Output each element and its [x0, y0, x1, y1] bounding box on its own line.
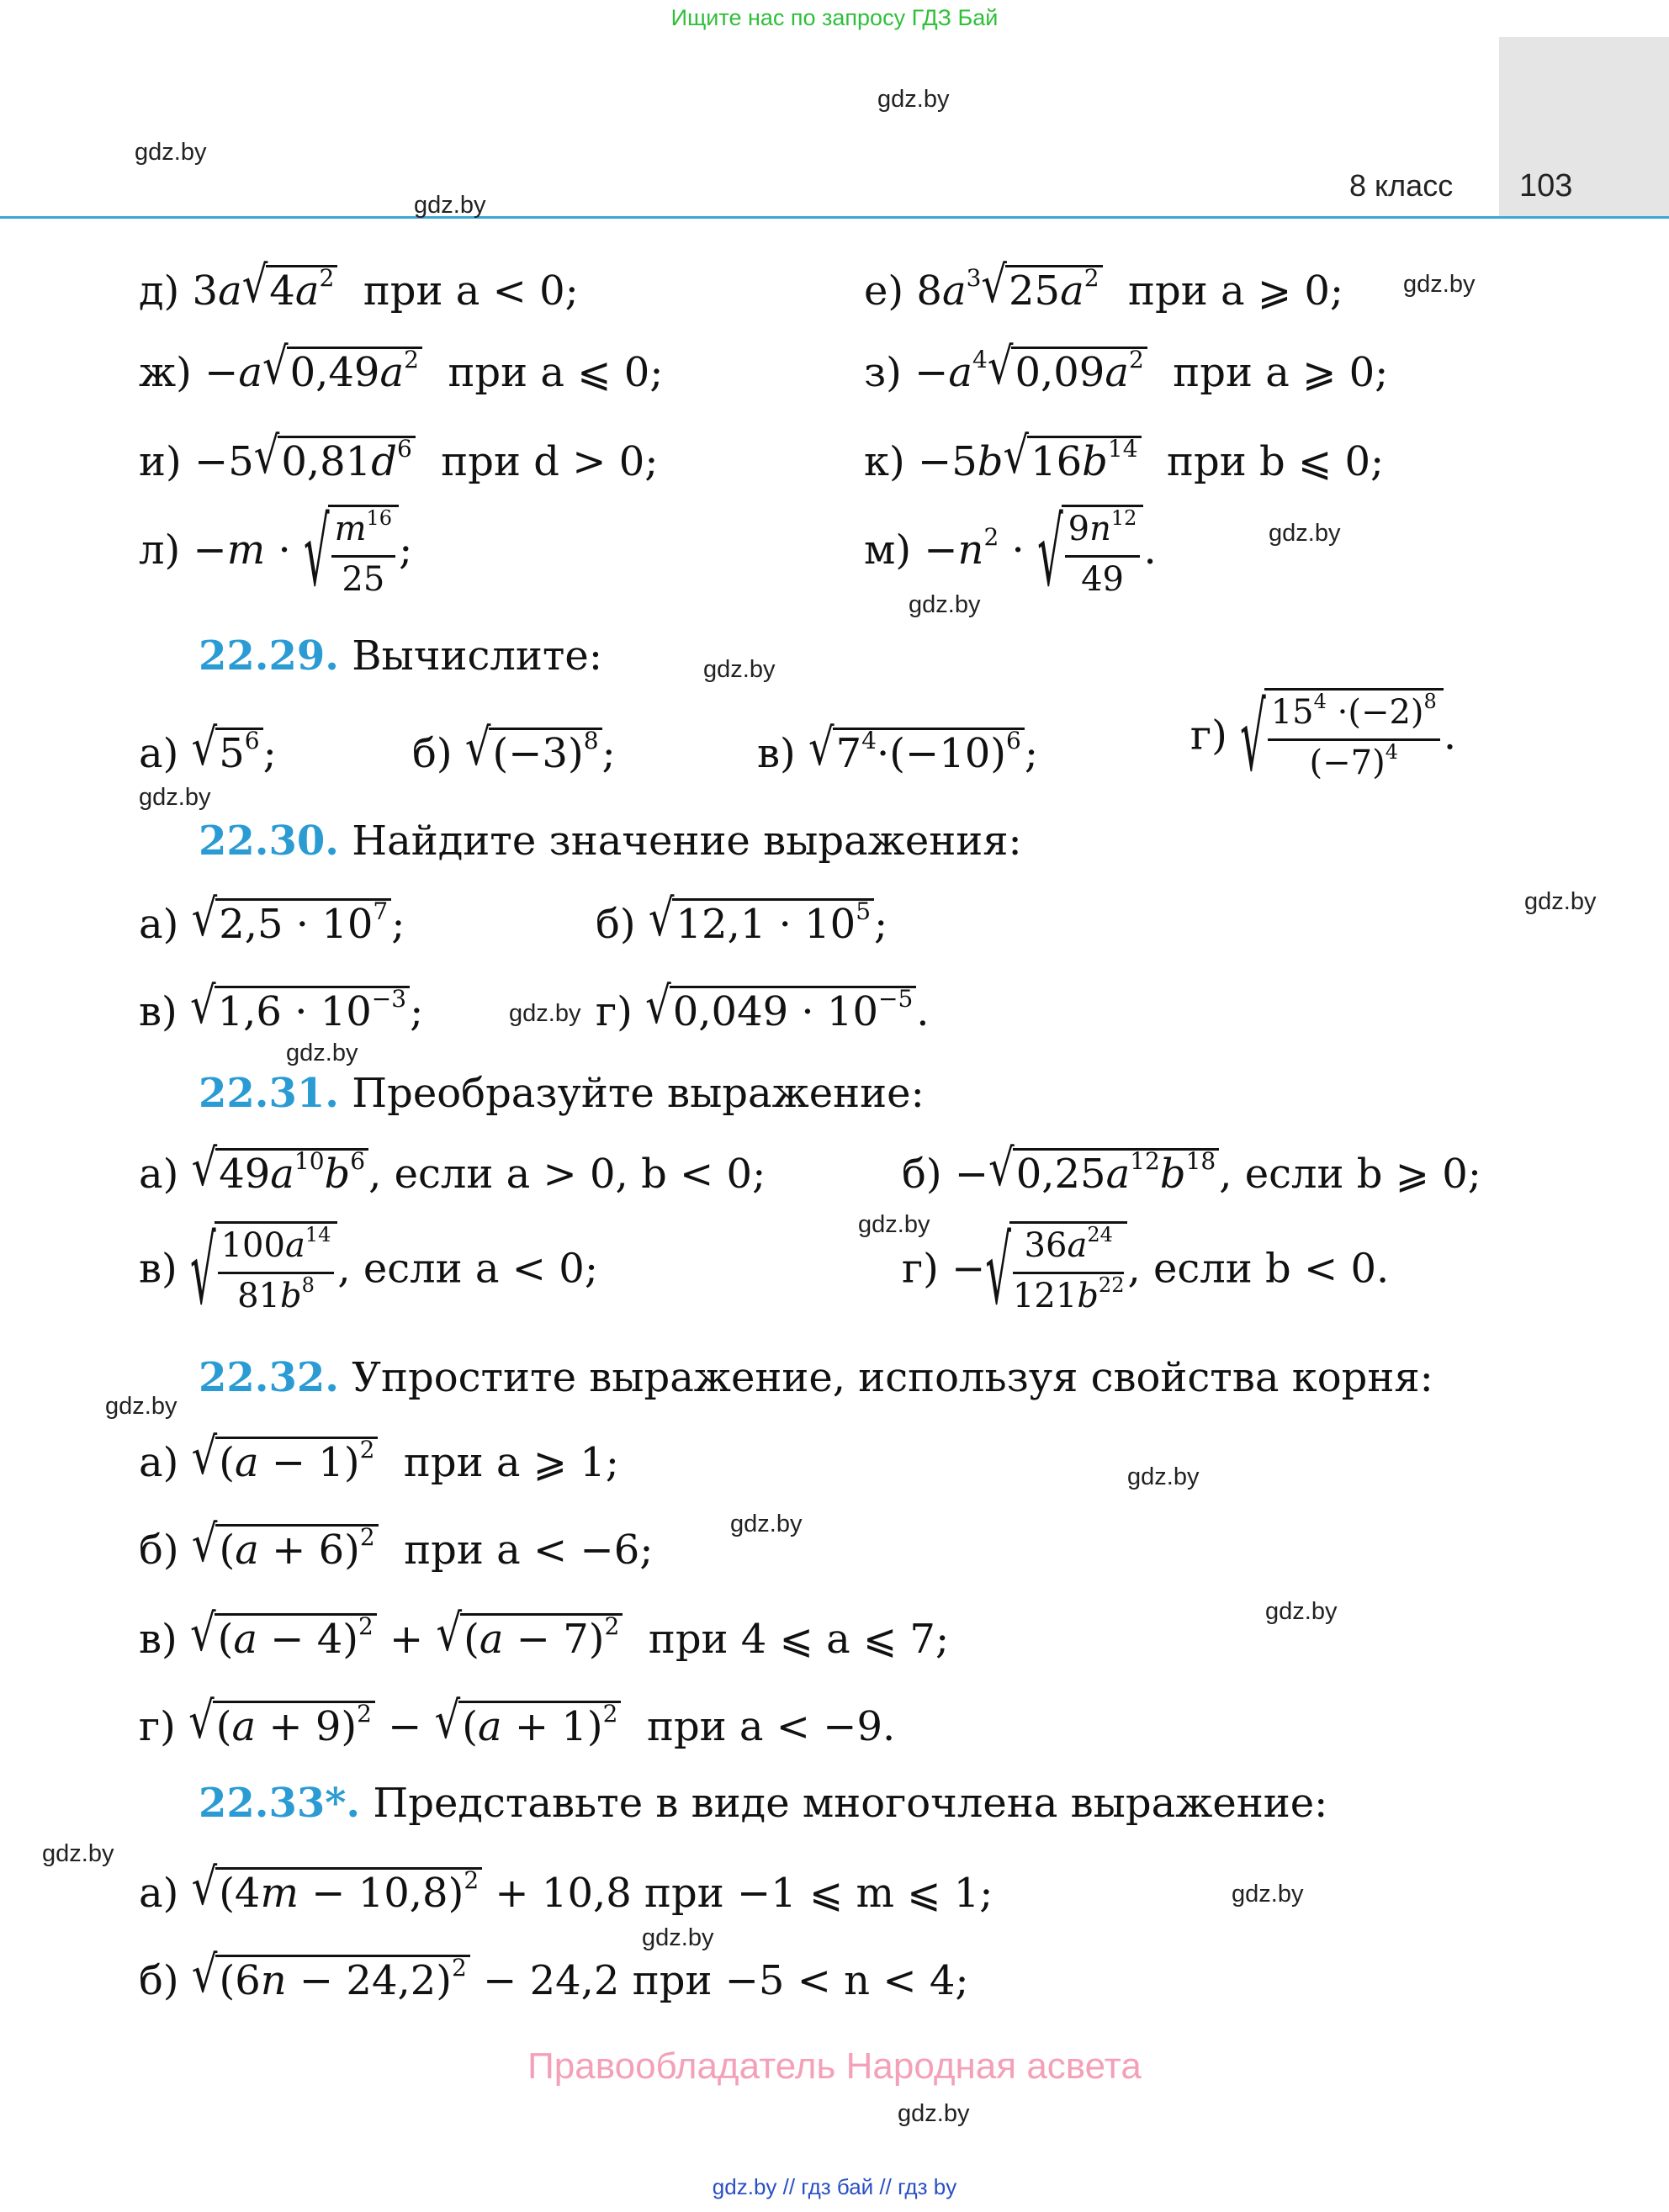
watermark: gdz.by	[1265, 1598, 1338, 1625]
problem-22-30-heading: 22.30. Найдите значение выражения:	[199, 818, 1022, 865]
p2231-v: в) √ $\frac{100a^{14}}{81b^8}$ , если a < 0;	[139, 1217, 598, 1326]
watermark: gdz.by	[105, 1393, 177, 1420]
watermark: gdz.by	[898, 2100, 970, 2127]
expr-k: $к) -5b√16b^{14}$ при b ⩽ 0;	[864, 426, 1385, 485]
header-divider	[0, 216, 1669, 219]
watermark: gdz.by	[877, 86, 950, 113]
watermark: gdz.by	[642, 1924, 714, 1951]
watermark: gdz.by	[414, 192, 486, 219]
p2229-b: б) $√(-3)^8$;	[412, 718, 616, 777]
p2232-a: а) $√(a - 1)^2$ при a ⩾ 1;	[139, 1427, 619, 1486]
watermark: gdz.by	[135, 139, 207, 166]
p2231-b: $б) -√0,25a^{12}b^{18}$, если b ⩾ 0;	[902, 1139, 1481, 1198]
problem-22-33-heading: 22.33*. Представьте в виде многочлена выражение:	[199, 1780, 1328, 1827]
watermark: gdz.by	[1232, 1881, 1304, 1908]
expr-e: е) $8a^3√25a^2$ при a ⩾ 0;	[864, 256, 1344, 315]
p2229-a: а) $√5^6$;	[139, 718, 277, 777]
expr-zh: $ж) -a√0,49a^2$ при a ⩽ 0;	[139, 337, 664, 396]
p2232-g: г) $√(a + 9)^2 - √(a + 1)^2$ при a < −9.	[139, 1691, 896, 1750]
watermark: gdz.by	[1524, 888, 1597, 915]
p2230-v: в) $√1,6 \cdot 10^{-3}$;	[139, 976, 424, 1035]
expr-m: $м) -n^2$ · √ $\frac{9n^{12}}{49}$ .	[864, 499, 1157, 607]
watermark: gdz.by	[730, 1511, 803, 1537]
p2232-b: б) $√(a + 6)^2$ при a < −6;	[139, 1515, 654, 1574]
problem-22-29-heading: 22.29. Вычислите:	[199, 632, 602, 680]
expr-l: л) −m · √ $\frac{m^{16}}{25}$ ;	[139, 499, 413, 607]
copyright-notice: Правообладатель Народная асвета	[527, 2045, 1142, 2087]
watermark: gdz.by	[1403, 271, 1476, 298]
problem-22-31-heading: 22.31. Преобразуйте выражение:	[199, 1070, 925, 1117]
problem-22-32-heading: 22.32. Упростите выражение, используя свойства корня:	[199, 1354, 1433, 1401]
expr-d: д) $3a√4a^2$ при a < 0;	[139, 256, 579, 315]
watermark: gdz.by	[703, 656, 776, 683]
p2229-v: в) $√7^4\cdot(-10)^6$;	[757, 718, 1038, 777]
p2231-a: а) $√49a^{10}b^6$, если a > 0, b < 0;	[139, 1139, 766, 1198]
p2230-g: г) $√0,049 \cdot 10^{-5}$.	[596, 976, 930, 1035]
watermark: gdz.by	[858, 1211, 930, 1238]
watermark: gdz.by	[1269, 520, 1341, 547]
watermark: gdz.by	[1127, 1463, 1200, 1490]
watermark: gdz.by	[509, 1000, 581, 1027]
page-number: 103	[1519, 168, 1573, 204]
p2229-g: г) √ $\frac{15^4 \cdot(-2)^8}{(-7)^4}$ .	[1190, 684, 1457, 793]
watermark: gdz.by	[286, 1040, 358, 1066]
watermark: gdz.by	[42, 1840, 114, 1867]
expr-i: $и) -5√0,81d^6$ при d > 0;	[139, 426, 659, 485]
p2230-b: б) $√12,1 \cdot 10^5$;	[596, 889, 888, 948]
p2233-a: а) $√(4m - 10,8)^2 + 10,8$ при −1 ⩽ m ⩽ 1;	[139, 1858, 993, 1917]
footer-links[interactable]: gdz.by // гдз бай // гдз by	[712, 2174, 957, 2199]
p2232-v: в) $√(a - 4)^2 + √(a - 7)^2$ при 4 ⩽ a ⩽ 7;	[139, 1604, 950, 1663]
grade-label: 8 класс	[1349, 168, 1454, 203]
top-search-hint[interactable]: Ищите нас по запросу ГДЗ Бай	[670, 5, 999, 30]
watermark: gdz.by	[909, 591, 981, 618]
p2233-b: б) $√(6n - 24,2)^2 - 24,2$ при −5 < n < 4;	[139, 1945, 969, 2004]
p2231-g: г) −√ $\frac{36a^{24}}{121b^{22}}$ , если b < 0.	[902, 1217, 1390, 1326]
p2230-a: а) $√2,5 \cdot 10^7$;	[139, 889, 405, 948]
watermark: gdz.by	[139, 784, 211, 811]
expr-z: $з) -a^4√0,09a^2$ при a ⩾ 0;	[864, 337, 1389, 396]
